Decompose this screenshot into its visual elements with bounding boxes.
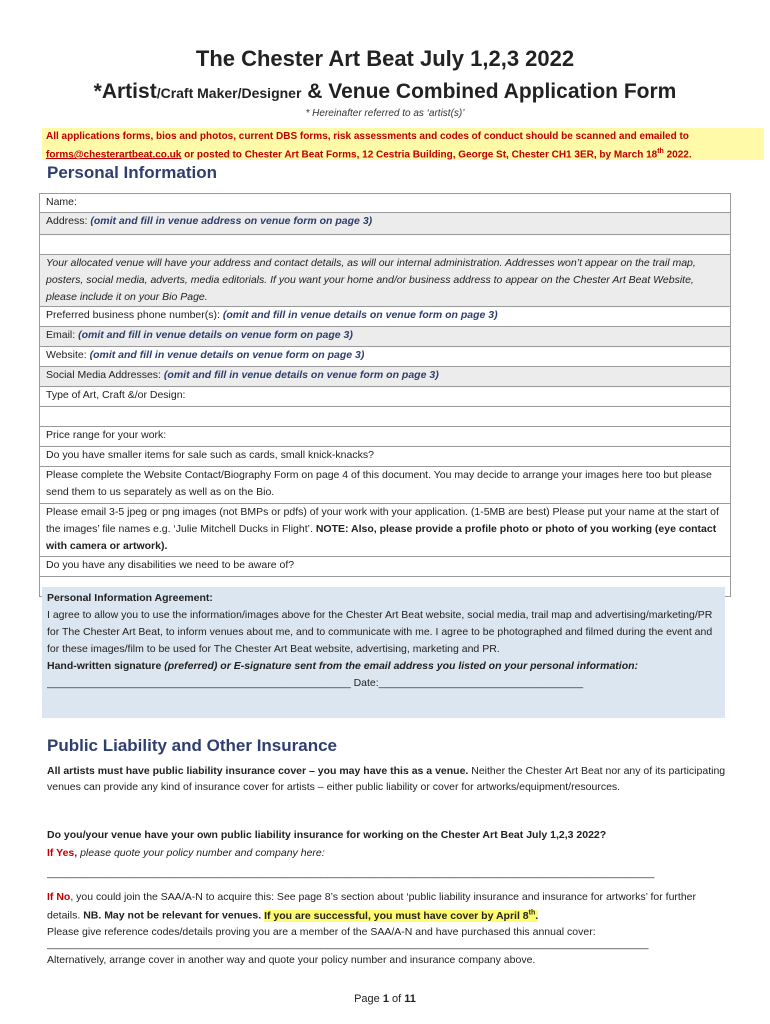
address-blank-field[interactable] bbox=[40, 235, 731, 255]
april-deadline-highlight: If you are successful, you must have cover by April 8th. bbox=[264, 909, 539, 922]
signature-instruction: Hand-written signature (preferred) or E-signature sent from the email address you listed on your personal information: bbox=[47, 660, 639, 672]
art-type-blank-field[interactable] bbox=[40, 407, 731, 427]
address-field[interactable]: Address: (omit and fill in venue address on venue form on page 3) bbox=[40, 213, 731, 235]
policy-answer-line[interactable]: ________________________________________________________________________________________________________ bbox=[47, 867, 655, 879]
if-yes-line: If Yes, please quote your policy number and company here: bbox=[47, 847, 325, 859]
document-title: The Chester Art Beat July 1,2,3 2022 bbox=[195, 46, 575, 71]
email-field[interactable]: Email: (omit and fill in venue details on venue form on page 3) bbox=[40, 327, 731, 347]
agreement-heading: Personal Information Agreement: bbox=[47, 592, 213, 604]
subtitle-artist: *Artist bbox=[93, 80, 157, 103]
subtitle-craft: /Craft Maker/Designer bbox=[156, 85, 302, 101]
images-instruction: Please email 3-5 jpeg or png images (not BMPs or pdfs) of your work with your application. (1-5MB are best) Please put your name at the start of the images’ file names e.g. ‘Julie Mitchell Ducks in Flight’. NOTE: Also, please provide a profile photo or photo of you working (eye contact with camera or artwork). bbox=[40, 504, 731, 557]
forms-email-link[interactable]: forms@chesterartbeat.co.uk bbox=[46, 149, 182, 161]
page-number: Page 1 of 11 bbox=[354, 993, 416, 1005]
price-range-field[interactable]: Price range for your work: bbox=[40, 427, 731, 447]
saa-reference-line[interactable]: _______________________________________________________________________________________________________ bbox=[47, 938, 649, 950]
personal-info-table bbox=[39, 193, 731, 597]
insurance-heading: Public Liability and Other Insurance bbox=[47, 736, 338, 755]
submission-notice: All applications forms, bios and photos, current DBS forms, risk assessments and codes of conduct should be scanned and emailed to forms@chesterartbeat.co.uk or posted to Chester Art Beat Forms, 12 Cestria Building, George St, Chester CH1 3ER, by March 18th 2022. bbox=[42, 128, 764, 160]
agreement-text: I agree to allow you to use the information/images above for the Chester Art Beat website, social media, trail map and advertising/marketing/PR for The Chester Art Beat, to inform venues about me, and to communicate with me. I agree to be photographed and filmed during the event and for these images/film to be used for The Chester Art Beat website, advertising, marketing and PR. bbox=[47, 609, 713, 655]
if-no-paragraph: If No, you could join the SAA/A-N to acquire this: See page 8’s section about ‘public liability insurance and insurance for artworks’ for further details. NB. May not be relevant for venues. If you are successful, you must have cover by April 8th. Please give reference codes/details proving you are a member of the SAA/A-N and have purchased this annual cover: bbox=[47, 891, 696, 938]
smaller-items-field[interactable]: Do you have smaller items for sale such as cards, small knick-knacks? bbox=[40, 447, 731, 467]
insurance-question: Do you/your venue have your own public liability insurance for working on the Chester Art Beat July 1,2,3 2022? bbox=[47, 829, 607, 841]
signature-date-line[interactable]: ____________________________________________________ Date:___________________________________ bbox=[47, 677, 584, 689]
social-media-field[interactable]: Social Media Addresses: (omit and fill in venue details on venue form on page 3) bbox=[40, 367, 731, 387]
personal-info-agreement bbox=[42, 587, 725, 718]
art-type-field[interactable]: Type of Art, Craft &/or Design: bbox=[40, 387, 731, 407]
insurance-intro: All artists must have public liability insurance cover – you may have this as a venue. Neither the Chester Art Beat nor any of its participating venues can provide any kind of insurance cover for artists – either public liability or cover for artworks/equipment/resources. bbox=[47, 765, 726, 793]
form-subtitle bbox=[0, 80, 770, 104]
website-form-instruction: Please complete the Website Contact/Biography Form on page 4 of this document. You may decide to arrange your images here too but please send them to us separately as well as on the Bio. bbox=[40, 467, 731, 504]
alternative-cover-text: Alternatively, arrange cover in another way and quote your policy number and insurance company above. bbox=[47, 954, 536, 966]
website-field[interactable]: Website: (omit and fill in venue details on venue form on page 3) bbox=[40, 347, 731, 367]
disabilities-field[interactable]: Do you have any disabilities we need to be aware of? bbox=[40, 557, 731, 577]
name-field[interactable]: Name: bbox=[40, 194, 731, 213]
personal-info-heading: Personal Information bbox=[47, 163, 218, 182]
subtitle-rest: & Venue Combined Application Form bbox=[301, 80, 677, 103]
phone-field[interactable]: Preferred business phone number(s): (omit and fill in venue details on venue form on page 3) bbox=[40, 307, 731, 327]
allocated-venue-note: Your allocated venue will have your address and contact details, as will our internal administration. Addresses won’t appear on the trail map, posters, social media, adverts, media editorials. If you want your home and/or business address to appear on the Chester Art Beat Website, please include it on your Bio Page. bbox=[40, 255, 731, 307]
artist-definition-note: * Hereinafter referred to as ‘artist(s)’ bbox=[305, 108, 465, 119]
